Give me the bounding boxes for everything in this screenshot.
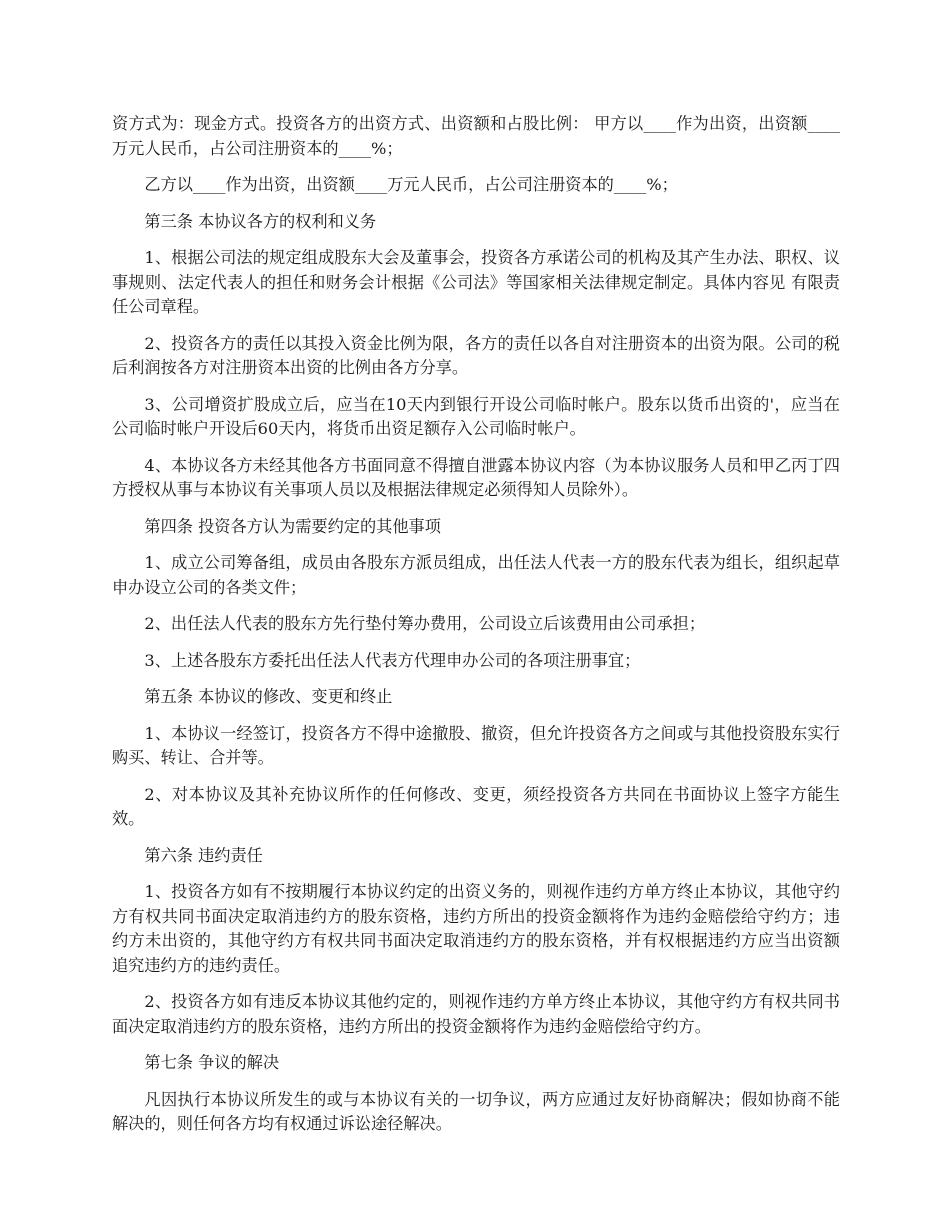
document-page [112, 112, 840, 1149]
paragraph-capital-method: 资方式为：现金方式。投资各方的出资方式、出资额和占股比例： 甲方以____作为出资，出资额____万元人民币，占公司注册资本的____%； [112, 114, 840, 158]
article-3-clause-4: 4、本协议各方未经其他各方书面同意不得擅自泄露本协议内容（为本协议服务人员和甲乙丙丁四方授权从事与本协议有关事项人员以及根据法律规定必须得知人员除外）。 [112, 455, 840, 499]
article-4-clause-3: 3、上述各股东方委托出任法人代表方代理申办公司的各项注册事宜； [144, 650, 641, 670]
article-4-clause-1: 1、成立公司筹备组，成员由各股东方派员组成，出任法人代表一方的股东代表为组长，组织起草申办设立公司的各类文件； [112, 553, 840, 597]
article-3-clause-1: 1、根据公司法的规定组成股东大会及董事会，投资各方承诺公司的机构及其产生办法、职权、议事规则、法定代表人的担任和财务会计根据《公司法》等国家相关法律规定制定。具体内容见 有限责任公司章程。 [112, 248, 840, 316]
article-4-heading: 第四条 投资各方认为需要约定的其他事项 [144, 516, 441, 536]
article-3-heading: 第三条 本协议各方的权利和义务 [144, 211, 377, 231]
article-7-heading: 第七条 争议的解决 [144, 1053, 280, 1072]
article-5-clause-2: 2、对本协议及其补充协议所作的任何修改、变更，须经投资各方共同在书面协议上签字方能生效。 [112, 784, 840, 828]
article-7-clause: 凡因执行本协议所发生的或与本协议有关的一切争议，两方应通过友好协商解决；假如协商不能解决的，则任何各方均有权通过诉讼途径解决。 [112, 1089, 840, 1133]
article-5-heading: 第五条 本协议的修改、变更和终止 [144, 687, 393, 706]
article-3-clause-2: 2、投资各方的责任以其投入资金比例为限，各方的责任以各自对注册资本的出资为限。公司的税后利润按各方对注册资本出资的比例由各方分享。 [112, 333, 840, 377]
article-4-clause-2: 2、出任法人代表的股东方先行垫付筹办费用，公司设立后该费用由公司承担； [144, 614, 706, 633]
article-6-heading: 第六条 违约责任 [144, 845, 263, 865]
article-6-clause-2: 2、投资各方如有违反本协议其他约定的，则视作违约方单方终止本协议，其他守约方有权共同书面决定取消违约方的股东资格，违约方所出的投资金额将作为违约金赔偿给守约方。 [112, 992, 840, 1036]
article-5-clause-1: 1、本协议一经签订，投资各方不得中途撤股、撤资，但允许投资各方之间或与其他投资股东实行购买、转让、合并等。 [112, 723, 840, 767]
paragraph-party-b-contribution: 乙方以____作为出资，出资额____万元人民币，占公司注册资本的____%； [144, 175, 678, 194]
article-6-clause-1: 1、投资各方如有不按期履行本协议约定的出资义务的，则视作违约方单方终止本协议，其他守约方有权共同书面决定取消违约方的股东资格，违约方所出的投资金额将作为违约金赔偿给守约方；违约方未出资的，其他守约方有权共同书面决定取消违约方的股东资格，并有权根据违约方应当出资额追究违约方的违约责任。 [112, 882, 840, 975]
article-3-clause-3: 3、公司增资扩股成立后，应当在10天内到银行开设公司临时帐户。股东以货币出资的'，应当在公司临时帐户开设后60天内，将货币出资足额存入公司临时帐户。 [112, 394, 840, 438]
